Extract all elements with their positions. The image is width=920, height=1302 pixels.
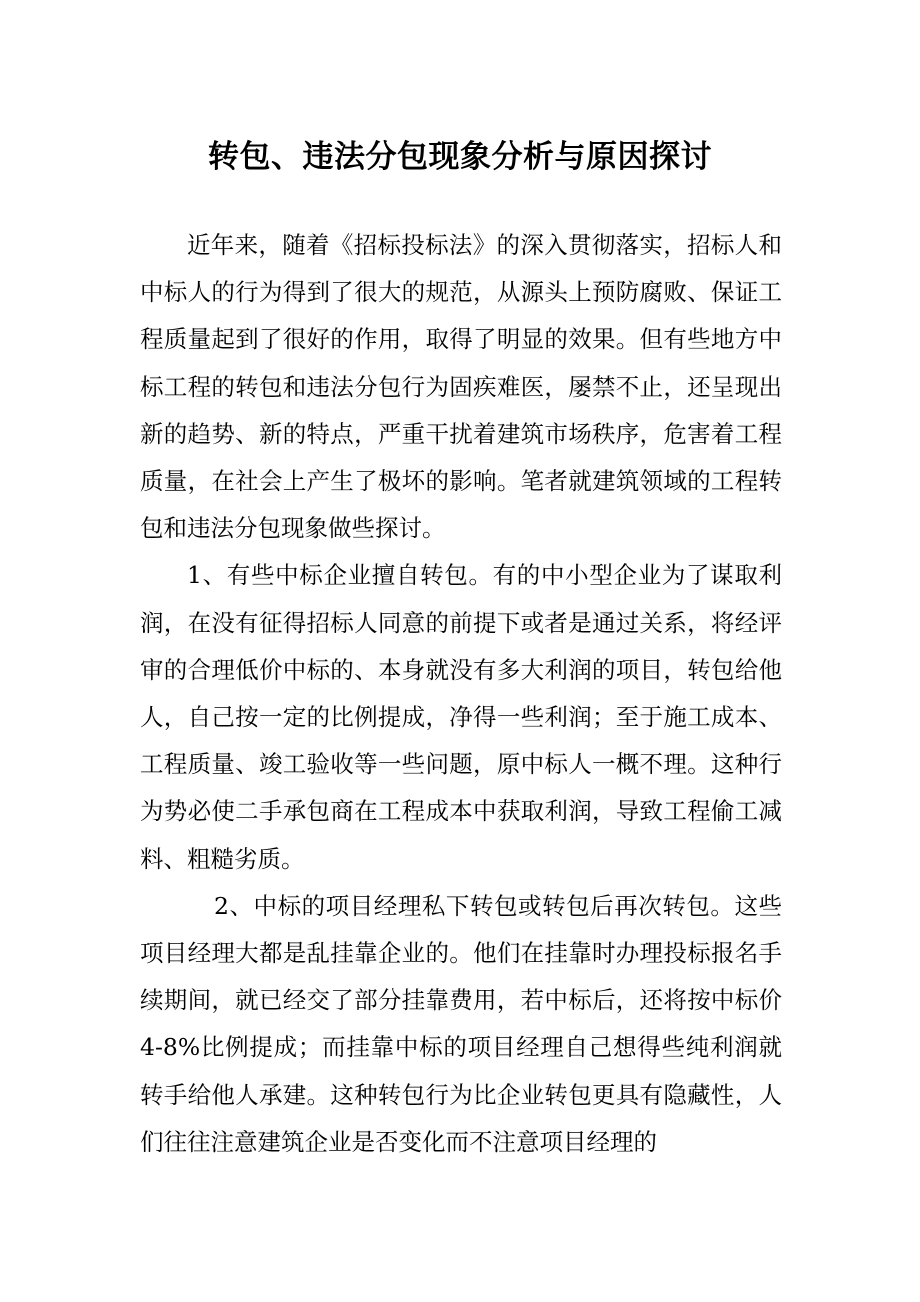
document-body	[140, 222, 782, 1166]
paragraph-intro: 近年来，随着《招标投标法》的深入贯彻落实，招标人和中标人的行为得到了很大的规范，从源头上预防腐败、保证工程质量起到了很好的作用，取得了明显的效果。但有些地方中标工程的转包和违法分包行为固疾难医，屡禁不止，还呈现出新的趋势、新的特点，严重干扰着建筑市场秩序，危害着工程质量，在社会上产生了极坏的影响。笔者就建筑领域的工程转包和违法分包现象做些探讨。	[140, 231, 782, 543]
paragraph-point-2: 2、中标的项目经理私下转包或转包后再次转包。这些项目经理大都是乱挂靠企业的。他们在挂靠时办理投标报名手续期间，就已经交了部分挂靠费用，若中标后，还将按中标价 4-8%比例提成；而挂靠中标的项目经理自己想得些纯利润就转手给他人承建。这种转包行为比企业转包更具有隐藏性，人们往往注意建筑企业是否变化而不注意项目经理的	[140, 891, 782, 1156]
document-title: 转包、违法分包现象分析与原因探讨	[208, 138, 712, 175]
paragraph-point-1: 1、有些中标企业擅自转包。有的中小型企业为了谋取利润，在没有征得招标人同意的前提下或者是通过关系，将经评审的合理低价中标的、本身就没有多大利润的项目，转包给他人，自己按一定的比例提成，净得一些利润；至于施工成本、工程质量、竣工验收等一些问题，原中标人一概不理。这种行为势必使二手承包商在工程成本中获取利润，导致工程偷工减料、粗糙劣质。	[140, 561, 782, 873]
